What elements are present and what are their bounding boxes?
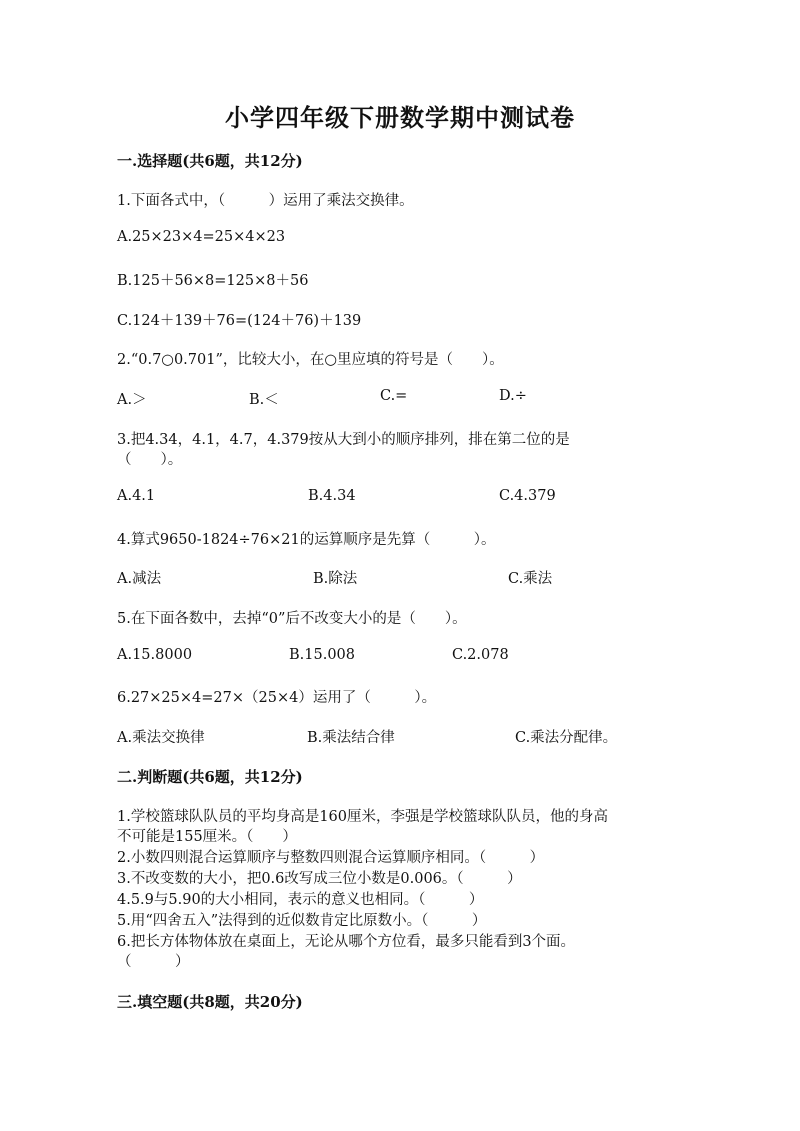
question-5-stem: 5.在下面各数中，去掉“0”后不改变大小的是（ ）。 [117, 611, 467, 627]
question-1-option-a: A.25×23×4=25×4×23 [117, 229, 286, 245]
question-4-option-b: B.除法 [313, 571, 358, 587]
judge-line-7: 6.把长方体物体放在桌面上，无论从哪个方位看，最多只能看到3个面。 [117, 934, 576, 950]
question-6-option-c: C.乘法分配律。 [515, 730, 618, 746]
question-3-stem-line2: （ ）。 [117, 452, 183, 468]
question-3-stem-line1: 3.把4.34，4.1，4.7，4.379按从大到小的顺序排列，排在第二位的是 [117, 432, 570, 448]
section-heading-fill: 三.填空题(共8题，共20分) [117, 993, 303, 1011]
judge-line-5: 4.5.9与5.90的大小相同，表示的意义也相同。（ ） [117, 892, 484, 908]
question-2-stem: 2.“0.7○0.701”，比较大小，在○里应填的符号是（ ）。 [117, 352, 504, 368]
question-1-option-b: B.125＋56×8=125×8＋56 [117, 273, 309, 289]
question-3-option-a: A.4.1 [117, 488, 156, 504]
question-6-stem: 6.27×25×4=27×（25×4）运用了（ ）。 [117, 690, 437, 706]
question-1-option-c: C.124＋139＋76=(124＋76)＋139 [117, 313, 362, 329]
question-2-option-b: B.＜ [249, 392, 279, 408]
section-heading-judge: 二.判断题(共6题，共12分) [117, 768, 303, 786]
question-6-option-b: B.乘法结合律 [307, 730, 395, 746]
question-3-option-c: C.4.379 [499, 488, 556, 504]
question-1-stem: 1.下面各式中，（ ）运用了乘法交换律。 [117, 193, 414, 209]
question-2-option-c: C.= [380, 388, 408, 404]
judge-line-2: 不可能是155厘米。（ ） [117, 829, 297, 845]
question-2-option-d: D.÷ [499, 388, 527, 404]
question-2-option-a: A.＞ [117, 392, 147, 408]
judge-line-1: 1.学校篮球队队员的平均身高是160厘米，李强是学校篮球队队员，他的身高 [117, 809, 609, 825]
question-5-option-a: A.15.8000 [117, 647, 193, 663]
section-heading-choice: 一.选择题(共6题，共12分) [117, 152, 303, 170]
question-4-stem: 4.算式9650-1824÷76×21的运算顺序是先算（ ）。 [117, 532, 496, 548]
question-5-option-b: B.15.008 [289, 647, 356, 663]
page-title: 小学四年级下册数学期中测试卷 [225, 103, 575, 132]
judge-line-6: 5.用“四舍五入”法得到的近似数肯定比原数小。（ ） [117, 913, 487, 929]
judge-line-8: （ ） [117, 954, 190, 970]
judge-line-3: 2.小数四则混合运算顺序与整数四则混合运算顺序相同。（ ） [117, 850, 545, 866]
question-4-option-a: A.减法 [117, 571, 162, 587]
judge-line-4: 3.不改变数的大小，把0.6改写成三位小数是0.006。（ ） [117, 871, 522, 887]
question-6-option-a: A.乘法交换律 [117, 730, 205, 746]
question-3-option-b: B.4.34 [308, 488, 356, 504]
question-4-option-c: C.乘法 [508, 571, 553, 587]
question-5-option-c: C.2.078 [452, 647, 509, 663]
